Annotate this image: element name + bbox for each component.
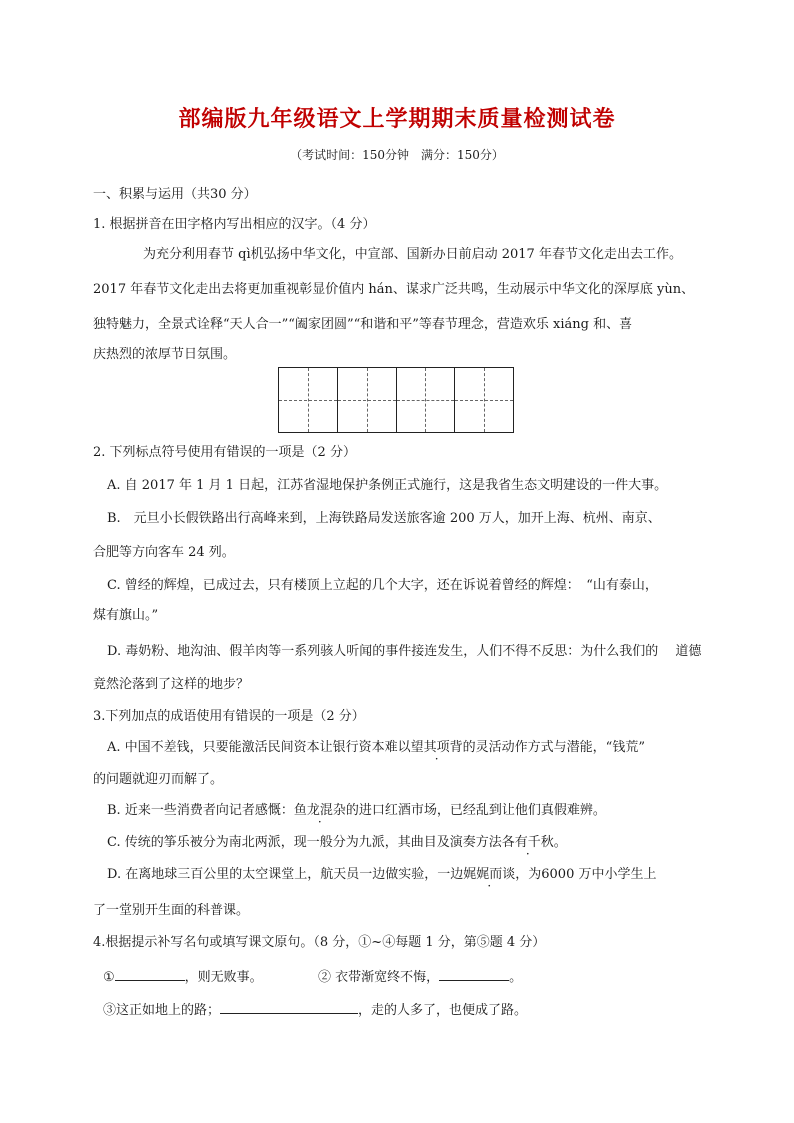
answer-blank[interactable] [220,1000,358,1014]
text: ，则无败事。 [184,970,263,985]
q2-stem: 2. 下列标点符号使用有错误的一项是（2 分） [93,445,356,460]
section-heading: 一、积累与运用（共30 分） [93,187,257,202]
q3-option-d-cont: 了一堂别开生面的科普课。 [93,903,250,918]
q4-item-1 [103,967,263,987]
page-title: 部编版九年级语文上学期期末质量检测试卷 [178,107,616,132]
grid-cell[interactable] [338,368,397,432]
dotted-idiom: 望其项背 [410,740,463,755]
dotted-idiom: 鱼龙混杂 [293,803,346,818]
q1-passage-line: 独特魅力，全景式诠释“天人合一”“阖家团圆”“和谐和平”等春节理念，营造欢乐 xiáng 和、喜 [93,317,633,332]
q2-option-b: B. 元旦小长假铁路出行高峰来到，上海铁路局发送旅客逾 200 万人，加开上海、杭州、南京、 [107,511,661,526]
text: ③这正如地上的路； [103,1003,221,1018]
q2-option-b-cont: 合肥等方向客车 24 列。 [93,545,235,560]
q3-option-a-cont: 的问题就迎刃而解了。 [93,772,224,787]
text: 。 [509,970,523,985]
q1-stem: 1. 根据拼音在田字格内写出相应的汉字。（4 分） [93,217,376,232]
dotted-idiom: 娓娓而谈 [463,867,516,882]
text: C. 传统的筝乐被分为南北两派，现一般分为九派，其曲目及演奏方法 [107,835,502,850]
q3-stem: 3.下列加点的成语使用有错误的一项是（2 分） [93,709,365,724]
q2-option-c-cont: 煤有旗山。” [93,608,159,623]
q1-passage-line: 2017 年春节文化走出去将更加重视彰显价值内 hán、谋求广泛共鸣，生动展示中华文化的深厚底 yùn、 [93,282,695,297]
text: B. 近来一些消费者向记者感慨： [107,803,294,818]
text: D. 在离地球三百公里的太空课堂上，航天员一边做实验，一边 [107,867,464,882]
dotted-idiom: 各有千秋 [501,835,554,850]
text: 。 [553,835,567,850]
q4-item-3 [103,1000,527,1020]
text: A. 中国不差钱，只要能激活民间资本让银行资本难以 [107,740,411,755]
q3-option-a [107,739,645,757]
text: ② 衣带渐宽终不悔， [318,970,440,985]
tianzige-answer-grid[interactable] [278,367,514,433]
q2-option-d-cont: 竟然沦落到了这样的地步？ [93,677,250,692]
q4-item-2 [318,967,522,987]
grid-cell[interactable] [397,368,456,432]
text: 的灵活动作方式与潜能，“钱荒” [462,740,645,755]
q3-option-c [107,834,567,852]
text: ① [103,970,115,985]
q4-stem: 4.根据提示补写名句或填写课文原句。（8 分，①~④每题 1 分，第⑤题 4 分） [93,935,546,950]
answer-blank[interactable] [439,967,509,981]
exam-info: （考试时间：150分钟 满分：150分） [290,148,504,162]
q2-option-d: D. 毒奶粉、地沟油、假羊肉等一系列骇人听闻的事件接连发生，人们不得不反思：为什么我们的 道德 [107,644,702,659]
grid-cell[interactable] [455,368,513,432]
grid-cell[interactable] [279,368,338,432]
answer-blank[interactable] [115,967,185,981]
text: ，走的人多了，也便成了路。 [358,1003,528,1018]
text: 的进口红酒市场，已经乱到让他们真假难辨。 [345,803,606,818]
q1-passage-line: 庆热烈的浓厚节日氛围。 [93,347,237,362]
q3-option-b [107,802,606,820]
q2-option-a: A. 自 2017 年 1 月 1 日起，江苏省湿地保护条例正式施行，这是我省生态文明建设的一件大事。 [107,478,668,493]
q2-option-c: C. 曾经的辉煌，已成过去，只有楼顶上立起的几个大字，还在诉说着曾经的辉煌： “山有泰山， [107,578,658,593]
text: ，为6000 万中小学生上 [515,867,657,882]
q3-option-d [107,866,656,884]
q1-passage-line: 为充分利用春节 qì机弘扬中华文化，中宣部、国新办日前启动 2017 年春节文化走出去工作。 [143,247,682,262]
